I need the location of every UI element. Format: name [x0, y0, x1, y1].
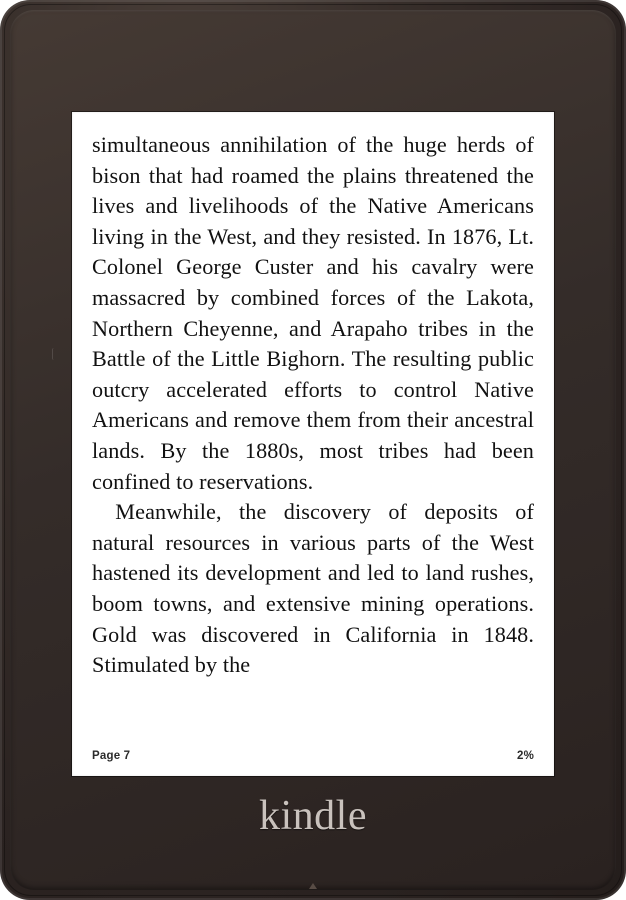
page-footer [92, 750, 534, 762]
kindle-logo: kindle [259, 793, 367, 839]
body-paragraph: simultaneous annihilation of the huge herds of bison that had roamed the plains threatened the lives and livelihoods of the Native Americans living in the West, and they resisted. In 1876, Lt. Colonel George Custer and his cavalry were massacred by combined forces of the Lakota, Northern Cheyenne, and Arapaho tribes in the Battle of the Little Bighorn. The resulting public outcry accelerated efforts to control Native Americans and remove them from their ancestral lands. By the 1880s, most tribes had been confined to reservations. [92, 132, 534, 494]
page-content[interactable] [92, 130, 534, 736]
body-paragraph: Meanwhile, the discovery of deposits of natural resources in various parts of the West hastened its development and led to land rushes, boom towns, and extensive mining operations. Gold was discovered in California in 1848. Stimulated by the [92, 499, 534, 678]
page-number-label: Page 7 [92, 750, 131, 762]
e-reader-screen[interactable] [72, 112, 554, 776]
bezel-side-notch [52, 348, 57, 360]
reading-progress-label: 2% [516, 750, 534, 762]
